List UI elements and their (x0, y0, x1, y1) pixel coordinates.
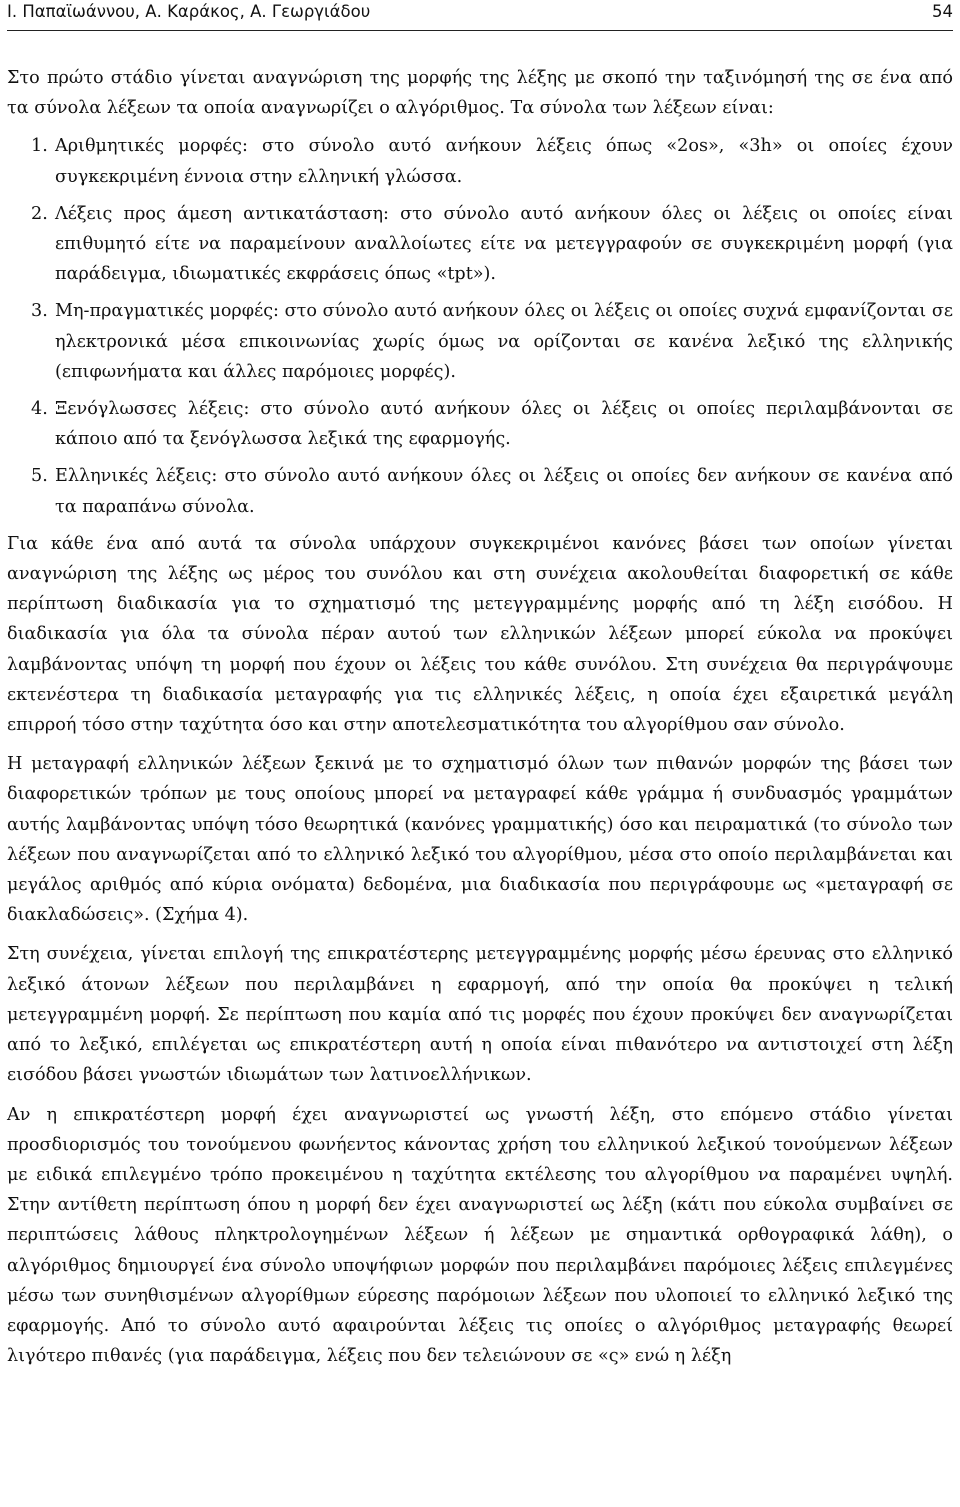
list-item (7, 461, 953, 521)
list-item-number: 3. (31, 301, 48, 322)
list-item-text: Ελληνικές λέξεις: στο σύνολο αυτό ανήκουν όλες οι λέξεις οι οποίες δεν ανήκουν σε κανένα από τα παραπάνω σύνολα. (55, 466, 953, 517)
list-item-number: 4. (31, 399, 48, 420)
list-item-text: Ξενόγλωσσες λέξεις: στο σύνολο αυτό ανήκουν όλες οι λέξεις οι οποίες περιλαμβάνονται σε κάποιο από τα ξενόγλωσσα λεξικά της εφαρμογής. (55, 399, 953, 450)
list-item (7, 131, 953, 191)
list-item-text: Μη-πραγματικές μορφές: στο σύνολο αυτό ανήκουν όλες οι λέξεις οι οποίες συχνά εμφανίζονται σε ηλεκτρονικά μέσα επικοινωνίας χωρίς όμως να ορίζονται σε κανένα λεξικό της ελληνικής (επιφωνήματα και άλλες παρόμοιες μορφές). (55, 301, 953, 382)
body-paragraph: Αν η επικρατέστερη μορφή έχει αναγνωριστεί ως γνωστή λέξη, στο επόμενο στάδιο γίνεται προσδιορισμός του τονούμενου φωνήεντος κάνοντας χρήση του ελληνικού λεξικού τονούμενων λέξεων με ειδικά επιλεγμένο τρόπο προκειμένου η ταχύτητα εκτέλεσης του αλγορίθμου να παραμένει υψηλή. Στην αντίθετη περίπτωση όπου η μορφή δεν έχει αναγνωριστεί ως λέξη (κάτι που εύκολα συμβαίνει σε περιπτώσεις λάθους πληκτρολογημένων λέξεων ή λέξεων με σημαντικά ορθογραφικά λάθη), ο αλγόριθμος δημιουργεί ένα σύνολο υποψήφιων μορφών που περιλαμβάνει παρόμοιες λέξεις επιλεγμένες μέσω των συνηθισμένων αλγορίθμων εύρεσης παρόμοιων λέξεων που υλοποιεί το ελληνικό λεξικό της εφαρμογής. Από το σύνολο αυτό αφαιρούνται λέξεις τις οποίες ο αλγόριθμος μεταγραφής θεωρεί λιγότερο πιθανές (για παράδειγμα, λέξεις που δεν τελειώνουν σε «ς» ενώ η λέξη (7, 1104, 953, 1367)
header-authors: Ι. Παπαϊωάννου, Α. Καράκος, Α. Γεωργιάδου (7, 2, 371, 21)
intro-paragraph: Στο πρώτο στάδιο γίνεται αναγνώριση της μορφής της λέξης με σκοπό την ταξινόμησή της σε ένα από τα σύνολα λέξεων τα οποία αναγνωρίζει ο αλγόριθμος. Τα σύνολα των λέξεων είναι: (7, 68, 953, 119)
list-item (7, 296, 953, 387)
list-item-number: 5. (31, 466, 48, 487)
list-item (7, 394, 953, 454)
list-item-number: 1. (31, 136, 48, 157)
list-item-number: 2. (31, 203, 48, 224)
page-number: 54 (932, 2, 953, 21)
body-paragraph: Η μεταγραφή ελληνικών λέξεων ξεκινά με το σχηματισμό όλων των πιθανών μορφών της βάσει των διαφορετικών τρόπων με τους οποίους μπορεί να μεταγραφεί κάθε γράμμα ή συνδυασμός γραμμάτων αυτής λαμβάνοντας υπόψη τόσο θεωρητικά (κανόνες γραμματικής) όσο και πειραματικά (το σύνολο των λέξεων που αναγνωρίζεται από το ελληνικό λεξικό του αλγορίθμου, μέσα στο οποίο περιλαμβάνεται και μεγάλος αριθμός από κύρια ονόματα) δεδομένα, μια διαδικασία που περιγράφουμε ως «μεταγραφή σε διακλαδώσεις». (Σχήμα 4). (7, 754, 953, 926)
document-page (7, 0, 953, 1371)
header-rule (7, 30, 953, 31)
body-paragraph: Για κάθε ένα από αυτά τα σύνολα υπάρχουν συγκεκριμένοι κανόνες βάσει των οποίων γίνεται αναγνώριση της λέξης ως μέρος του συνόλου και στη συνέχεια ακολουθείται διαφορετική σε κάθε περίπτωση διαδικασία για το σχηματισμό της μετεγγραμμένης μορφής από τη λέξη εισόδου. Η διαδικασία για όλα τα σύνολα πέραν αυτού των ελληνικών λέξεων μπορεί εύκολα να προκύψει λαμβάνοντας υπόψη τη μορφή που έχουν οι λέξεις του κάθε συνόλου. Στη συνέχεια θα περιγράψουμε εκτενέστερα τη διαδικασία μεταγραφής για τις ελληνικές λέξεις, η οποία έχει εξαιρετικά μεγάλη επιρροή τόσο στην ταχύτητα όσο και στην αποτελεσματικότητα του αλγορίθμου σαν σύνολο. (7, 533, 953, 736)
list-item (7, 199, 953, 290)
word-sets-list (7, 131, 953, 521)
running-header (7, 0, 953, 36)
list-item-text: Λέξεις προς άμεση αντικατάσταση: στο σύνολο αυτό ανήκουν όλες οι λέξεις οι οποίες είναι επιθυμητό είτε να παραμείνουν αναλλοίωτες είτε να μετεγγραφούν σε συγκεκριμένη μορφή (για παράδειγμα, ιδιωματικές εκφράσεις όπως «tpt»). (55, 203, 953, 285)
list-item-text: Αριθμητικές μορφές: στο σύνολο αυτό ανήκουν λέξεις όπως «2os», «3h» οι οποίες έχουν συγκεκριμένη έννοια στην ελληνική γλώσσα. (55, 136, 953, 187)
body-paragraph: Στη συνέχεια, γίνεται επιλογή της επικρατέστερης μετεγγραμμένης μορφής μέσω έρευνας στο ελληνικό λεξικό άτονων λέξεων που περιλαμβάνει η εφαρμογή, από την οποία θα προκύψει η τελική μετεγγραμμένη μορφή. Σε περίπτωση που καμία από τις μορφές που έχουν προκύψει δεν αναγνωρίζεται από το λεξικό, επιλέγεται ως επικρατέστερη αυτή η οποία είναι πιθανότερο να αντιστοιχεί στη λέξη εισόδου βάσει γνωστών ιδιωμάτων των λατινοελλήνικων. (7, 944, 953, 1086)
